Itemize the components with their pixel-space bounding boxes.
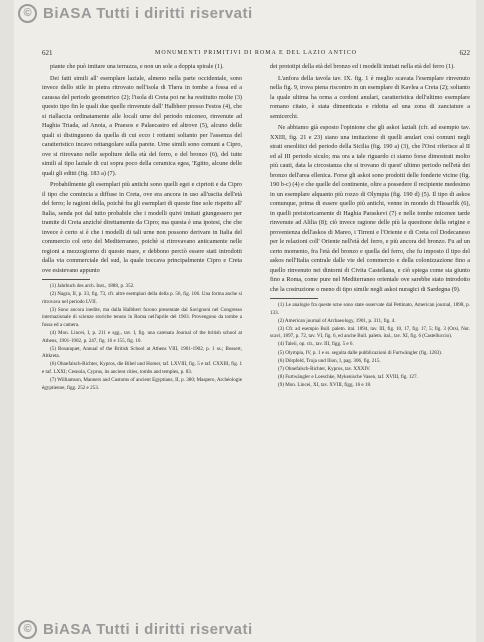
paragraph: Probabilmente gli esemplari più antichi sono quelli egei e ciprioti e da Cipro il tipo che comincia a diffuse in Creta, ove era ancora in uso all'uscita dell'età del ferro; le ragioni della, poichè fra gli esemplari di queste fine sole rispetto all' Italia, senda poi dal tutto probabile che i modelli quivi imitati giungessero per tramite di Creta anziché direttamente da Cipro; ma questa è una ipotesi, che che invece è certo si è che i modelli di tali urne non possono derivare in Italia del commercio col orto del Mediterraneo, poichè si ritrovavano anticamente nelle regioni a mezzogiorno di questo mare, e debbono perciò essere stati introdotti dalla via commerciale del sud, la quale toccava principalmente Cipro e Creta ove esistevano appunto: [42, 181, 242, 274]
footnote: (8) Furtwängler e Loeschke, Mykenische Vasen, taf. XVIII, fig. 127.: [278, 373, 418, 380]
scanned-page: [14, 0, 476, 642]
footnote-divider: [270, 298, 318, 299]
footnote: (5) Bosanquet, Annual of the British School at Athens VIII, 1901-1902, p. 1 ss.; Bossert, Altkreta.: [42, 345, 242, 360]
paragraph: piante che può imitare una terrazza, e non un sole a doppia spirale (1).: [50, 63, 224, 70]
footnote: (4) Mon. Lincei, I, p. 211 e sgg., tav. I, fig. una carenata Journal of the british school at Athens, 1901-1902, p. 247, fig. 16 e 155, fig. 10.: [42, 330, 242, 344]
footnote: (7) Ohnefalsch-Richter, Kypros, tav. XXXIV.: [278, 365, 371, 372]
paragraph: Ne abbiamo già esposto l'opinione che gli askoi laziali (cfr. ad esempio tav. XXIII, fig. 21 e 23) siano una imitazione di quelli anulari così comuni negli strati eneolitici del periodo della Sicilia (fig. 190 a) (3), che l'Orsi riferisce al II ed al III periodo siculo; ma ora a tale riguardo ci siamo forse dimostrati molto più cauti, data la circostanza che si trovano di quest' ultimo periodo nell'età dei bronzo dell'area ellenica. Forse gli askoi sono prodotti delle fonderie vicine (fig. 190 b-c) (4) e che quelle del continente, oltre a possedere il recipiente medesimo in un esemplare alquanto più rozzo di Olympia (fig. 190 d) (5). Il tipo di askos comunque, prima di essere quello più antichi, venne in mondo di Hissarlik (6), in quelli preistoricamente di Haghia Paraskevi (7) e nelle tombe micenee tarde rinvenute ad Alilia (8); ciò invece ragione delle più la questione della origine e provenienza dell'askos di Mareo, i Tirreni e l'Oriente e di Creta col Dodecaneso per le relazioni coll' Oriente nell'età del ferro, e più ancora del bronzo. Fu ad un certo momento, fra l'età del bronzo e quella del ferro, che fu imposto il tipo del askos nell'Italia centrale dalle vie del commercio e della colonizzazione fino a quello rinvenuto nei dintorni di Civita Castellana, e ciò spiega come sia giunto fino a Roma, come pure nel Mediterraneo orientale ove sarebbe stato introdotto che la costruzione o meno di tipo simile negli askoi nuragici di Sardegna (9).: [270, 124, 470, 293]
copyright-icon: ©: [18, 620, 37, 639]
watermark-text: BiASA Tutti i diritti riservati: [43, 4, 253, 22]
watermark-top: [14, 2, 484, 24]
page-number-left: 621: [42, 49, 53, 57]
paragraph: L'anfora della tavola tav. IX. fig. 1 è meglio scavata l'esemplare rinvenuto nella fig. 9, trova piena riscontro in un esemplare di Kavlea a Creta (2); soltanto la quale ultima ha orma a cordoni anulari, caratteristica dell'ultimo esemplare romano citato, è stata dimenticata e ridotta ad una zona di zanciature a semicerchi.: [270, 74, 470, 120]
footnote: (5) Olympia, IV, p. 1 e ss. seguita dalle pubblicazioni di Furtwängler (fig. 1283).: [278, 349, 443, 356]
footnote: (7) Williamson, Manners and Customs of ancient Egyptians, II, p. 380; Maspero, Archéologie égyptienne, figg. 252 e 253.: [42, 377, 242, 391]
left-column: [42, 62, 242, 393]
footnote: (3) Sono ancora inedite, ma dalla Halbherr furono presentate dal Savignoni nel Congresso internazionale di scienze storiche tenuto in Roma nell'aprile del 1903. Provengono da tombe a fossa ed a camera.: [42, 306, 242, 328]
watermark-text: BiASA Tutti i diritti riservati: [43, 620, 253, 638]
footnotes-right: [270, 302, 470, 390]
footnote: (2) American journal of Archaeology, 1901, p. 311, fig. 4.: [278, 317, 396, 324]
watermark-bottom: [14, 618, 484, 640]
footnote: (3) Cfr. ad esempio Bull. paletn. ital. 1894, tav. III, fig. 10, 17, fig. 17, 5; fig. 3 (Orsi, Not. scavi, 1897, p. 72, tav. VI, fig. 6, ed anche Bull. paletn. ital., tav. XI, fig. 6 (Castelluccio).: [270, 325, 470, 340]
footnote: (6) Dörpfeld, Troja und Ilion, I, pag. 306, fig. 215.: [278, 357, 381, 364]
footnote: (2) Nagra, II, p. 33, fig. 73, cfr. altre esemplari della della p. 56, fig. 106. Una forma anche si ritrovava nel periodo LVII.: [42, 291, 242, 305]
right-column: [270, 62, 470, 390]
paragraph: Dei fatti simili all' esemplare laziale, almeno nella parte occidentale, sono invece dello stile in pietra ritrovato nell'isola di Thera in tombe a fossa ed a carassa del periodo geometrico (2); l'isola di Creta poi ne ha restituito molte (3) questo tipo fin le quali due quelle rinvenute dall' Halbherr presso Festos (4), che si riallaccia ordinatamente alle locali urne del periodo miceneo, rinvenute ad Haghia Triada, ad Anoia, a Praesos e Palaecastro ed altrove (5), alcuno delle quali si distinguono da quella di cui ecco i rottami soltanto per l'assenza del caratteristico incavo rettangolare sulla parete. Urne simili sono comuni a Cipro, ove si ritrovano nelle sepolture della età del ferro, e del bronzo (6), del tutte simili al tipo laziale di cui sopra poco della ceramica egea, 'Egitto, alcune delle quali gli editti (fig. 183 a) (7).: [42, 74, 242, 177]
footnotes-left: [42, 283, 242, 392]
paragraph: dei prototipi della età del bronzo ed i modelli imitati nella età del ferro (1).: [270, 63, 455, 70]
running-header: [42, 48, 470, 58]
footnote-divider: [42, 279, 90, 280]
footnote: (6) Ohnefalsch-Richter, Kypros, die Bibel und Homer, taf. LXVIII, fig. 5 e taf. CXXIII, fig. 1 e taf. LXXI; Cesnola, Cyprus, its ancient cities, tombs and temples, p. 83.: [42, 361, 242, 376]
copyright-icon: ©: [18, 4, 37, 23]
footnote: (1) Le analogie fra queste urne sono state osservate dal Pettinato, American journal, 1898, p. 133.: [270, 302, 470, 316]
footnote: (4) Taleii, op. cit., tav. III, figg. 5 e 6.: [278, 341, 354, 348]
footnote: (9) Mon. Lincei, XI, tav. XVIII, figg. 16 e 18.: [278, 381, 372, 388]
page-number-right: 622: [459, 49, 470, 57]
footnote: (1) Jahrbuch des arch. Inst., 1888, p. 352.: [50, 283, 135, 289]
running-title: MONUMENTI PRIMITIVI DI ROMA E DEL LAZIO ANTICO: [155, 50, 357, 56]
